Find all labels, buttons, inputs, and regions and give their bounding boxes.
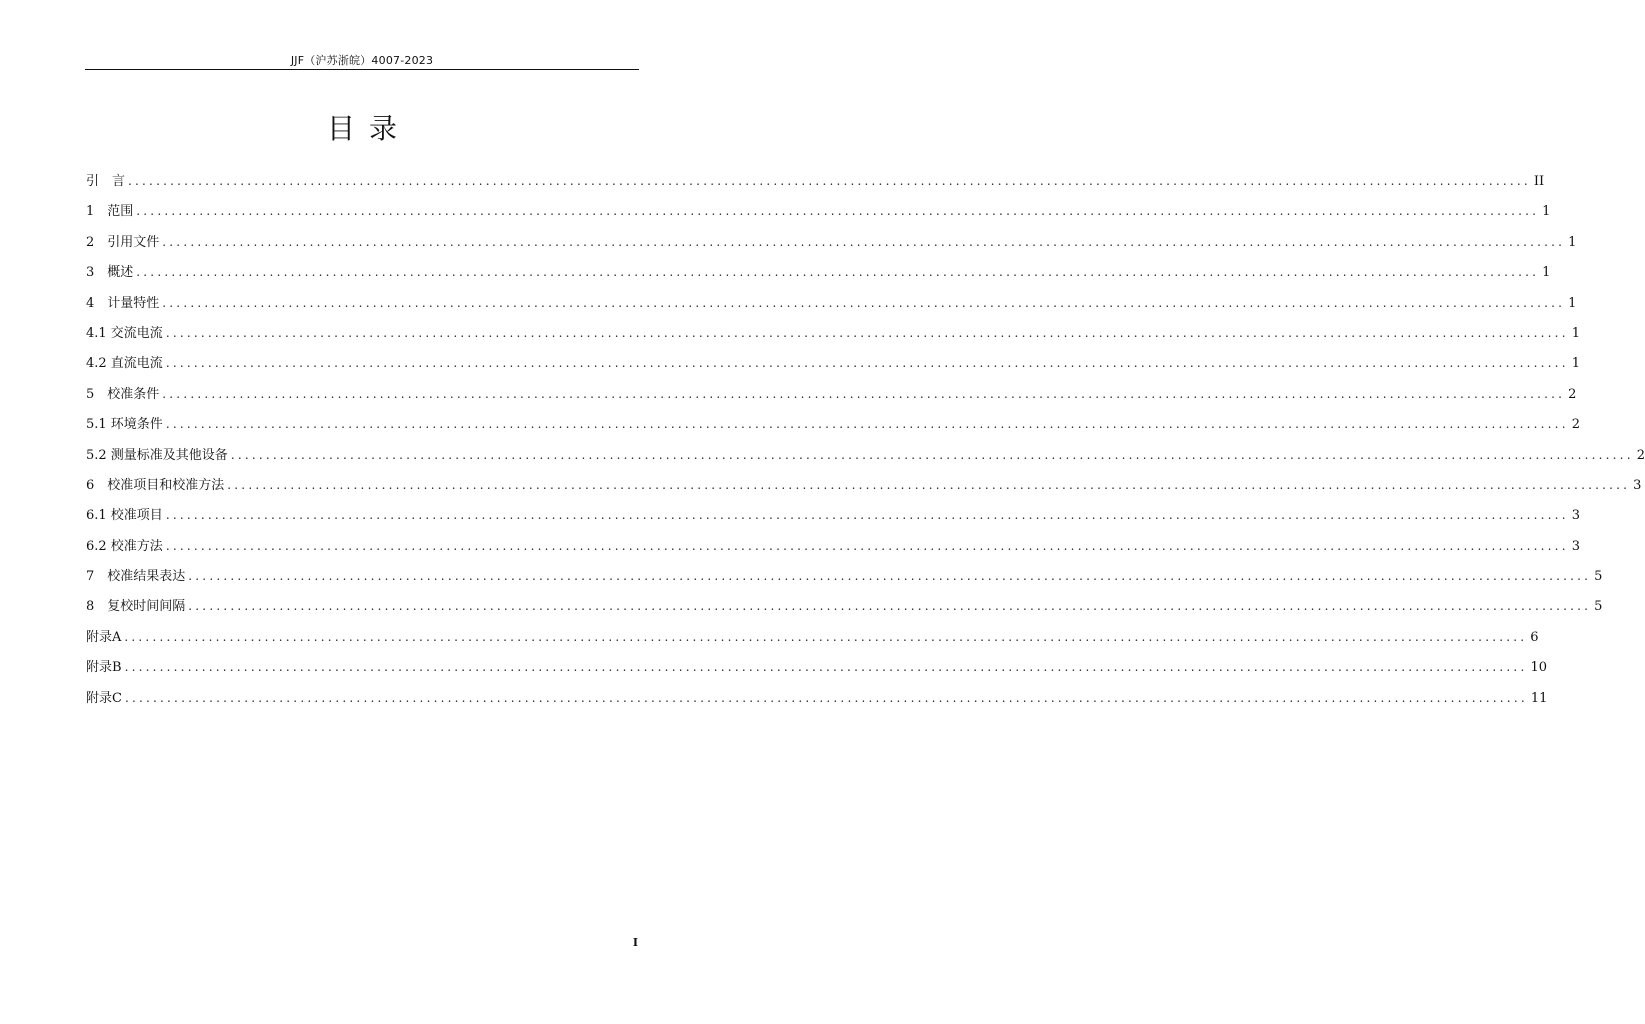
toc-entry-page: 1 [1571,356,1580,372]
toc-entry-label: 3 概述 [86,265,134,281]
toc-dot-leader: ........................................................................................................................................................................................................ [124,660,1528,675]
toc-entry[interactable] [86,201,1551,231]
toc-dot-leader: ........................................................................................................................................................................................................ [188,569,1592,584]
toc-dot-leader: ........................................................................................................................................................................................................ [162,386,1566,401]
toc-entry[interactable] [86,475,1642,505]
toc-dot-leader: ........................................................................................................................................................................................................ [124,629,1528,644]
toc-dot-leader: ........................................................................................................................................................................................................ [230,447,1634,462]
toc-entry[interactable] [86,323,1580,353]
toc-entry-label: 附录C [86,690,122,706]
toc-dot-leader: ........................................................................................................................................................................................................ [162,234,1566,249]
toc-dot-leader: ........................................................................................................................................................................................................ [128,174,1531,188]
toc-entry-label: 5 校准条件 [86,386,160,402]
toc-entry[interactable] [86,445,1645,475]
toc-entry[interactable] [86,627,1539,657]
toc-entry-page: 1 [1568,234,1577,250]
toc-dot-leader: ........................................................................................................................................................................................................ [165,538,1569,553]
toc-entry-page: 1 [1542,204,1551,220]
toc-entry-page: 3 [1633,477,1642,493]
toc-entry[interactable] [86,353,1580,383]
toc-entry-page: 6 [1530,629,1539,645]
toc-entry-page: 5 [1594,569,1603,585]
toc-dot-leader: ........................................................................................................................................................................................................ [165,508,1569,523]
toc-entry-page: 1 [1542,265,1551,281]
toc-entry-label: 附录B [86,660,122,676]
toc-dot-leader: ........................................................................................................................................................................................................ [162,295,1566,310]
toc-dot-leader: ........................................................................................................................................................................................................ [165,325,1569,340]
footer-page-number: I [632,936,638,949]
toc-entry-page: II [1533,174,1545,189]
document-header: JJF（沪苏浙皖）4007-2023 [290,54,434,67]
toc-entry-label: 1 范围 [86,204,134,220]
toc-dot-leader: ........................................................................................................................................................................................................ [136,265,1540,280]
toc-entry-page: 10 [1530,660,1547,676]
toc-entry-page: 1 [1568,295,1577,311]
toc-entry-page: 2 [1571,417,1580,433]
toc-entry-label: 4 计量特性 [86,295,160,311]
toc-dot-leader: ........................................................................................................................................................................................................ [188,599,1592,614]
toc-entry-page: 2 [1636,447,1645,463]
toc-dot-leader: ........................................................................................................................................................................................................ [227,477,1631,492]
toc-entry[interactable] [86,232,1577,262]
toc-entry[interactable] [86,688,1548,718]
page-title: 目录 [326,112,411,145]
toc-entry[interactable] [86,171,1545,201]
toc-entry-page: 5 [1594,599,1603,615]
toc-entry-page: 2 [1568,386,1577,402]
toc-entry-label: 5.1 环境条件 [86,417,163,433]
toc-entry-label: 5.2 测量标准及其他设备 [86,447,228,463]
toc-entry[interactable] [86,596,1603,626]
toc-dot-leader: ........................................................................................................................................................................................................ [124,690,1528,705]
toc-entry-page: 11 [1530,690,1548,706]
toc-entry-label: 2 引用文件 [86,234,160,250]
toc-entry-label: 6 校准项目和校准方法 [86,477,225,493]
toc-entry-page: 3 [1571,538,1580,554]
toc-entry-label: 7 校准结果表达 [86,569,186,585]
toc-entry-label: 4.2 直流电流 [86,356,163,372]
toc-entry[interactable] [86,262,1551,292]
toc-entry[interactable] [86,657,1547,687]
toc-entry-page: 3 [1571,508,1580,524]
toc-dot-leader: ........................................................................................................................................................................................................ [136,204,1540,219]
toc-dot-leader: ........................................................................................................................................................................................................ [165,356,1569,371]
toc-entry-label: 4.1 交流电流 [86,325,163,341]
toc-entry[interactable] [86,414,1580,444]
toc-entry[interactable] [86,566,1603,596]
toc-entry-label: 引 言 [86,174,126,189]
toc-entry-label: 8 复校时间间隔 [86,599,186,615]
toc-entry-page: 1 [1571,325,1580,341]
toc-entry[interactable] [86,536,1580,566]
header-divider [85,69,639,70]
toc-entry[interactable] [86,384,1577,414]
toc-entry[interactable] [86,293,1577,323]
toc-entry-label: 6.2 校准方法 [86,538,163,554]
toc-entry-label: 附录A [86,629,122,645]
toc-entry-label: 6.1 校准项目 [86,508,163,524]
toc-entry[interactable] [86,505,1580,535]
table-of-contents [86,171,1645,718]
toc-dot-leader: ........................................................................................................................................................................................................ [165,417,1569,432]
